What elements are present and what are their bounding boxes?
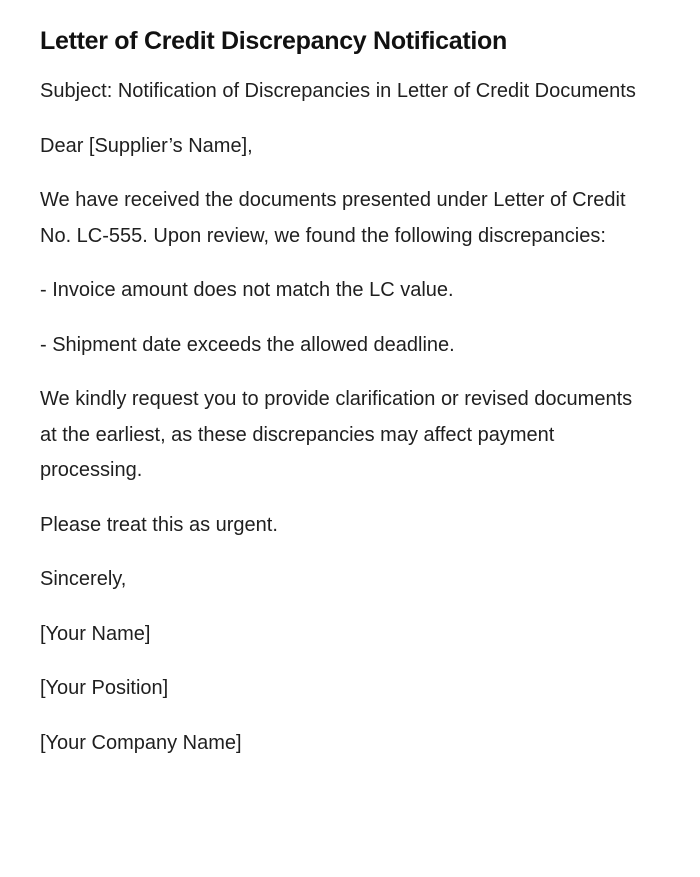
- signature-company: [Your Company Name]: [40, 731, 242, 754]
- document-title: Letter of Credit Discrepancy Notification: [40, 27, 507, 55]
- request-paragraph: We kindly request you to provide clarification or revised documents at the earliest, as these discrepancies may affect payment processing.: [40, 388, 633, 481]
- urgency-note: Please treat this as urgent.: [40, 513, 278, 536]
- intro-paragraph: We have received the documents presented under Letter of Credit No. LC-555. Upon review, we found the following discrepancies:: [40, 189, 626, 247]
- discrepancy-item: - Invoice amount does not match the LC value.: [40, 279, 454, 301]
- signature-name: [Your Name]: [40, 622, 151, 645]
- closing: Sincerely,: [40, 568, 127, 590]
- discrepancy-item: - Shipment date exceeds the allowed deadline.: [40, 333, 455, 356]
- subject-line: Subject: Notification of Discrepancies in Letter of Credit Documents: [40, 80, 636, 102]
- letter-document: [40, 24, 640, 761]
- salutation: Dear [Supplier’s Name],: [40, 134, 253, 157]
- signature-position: [Your Position]: [40, 677, 169, 699]
